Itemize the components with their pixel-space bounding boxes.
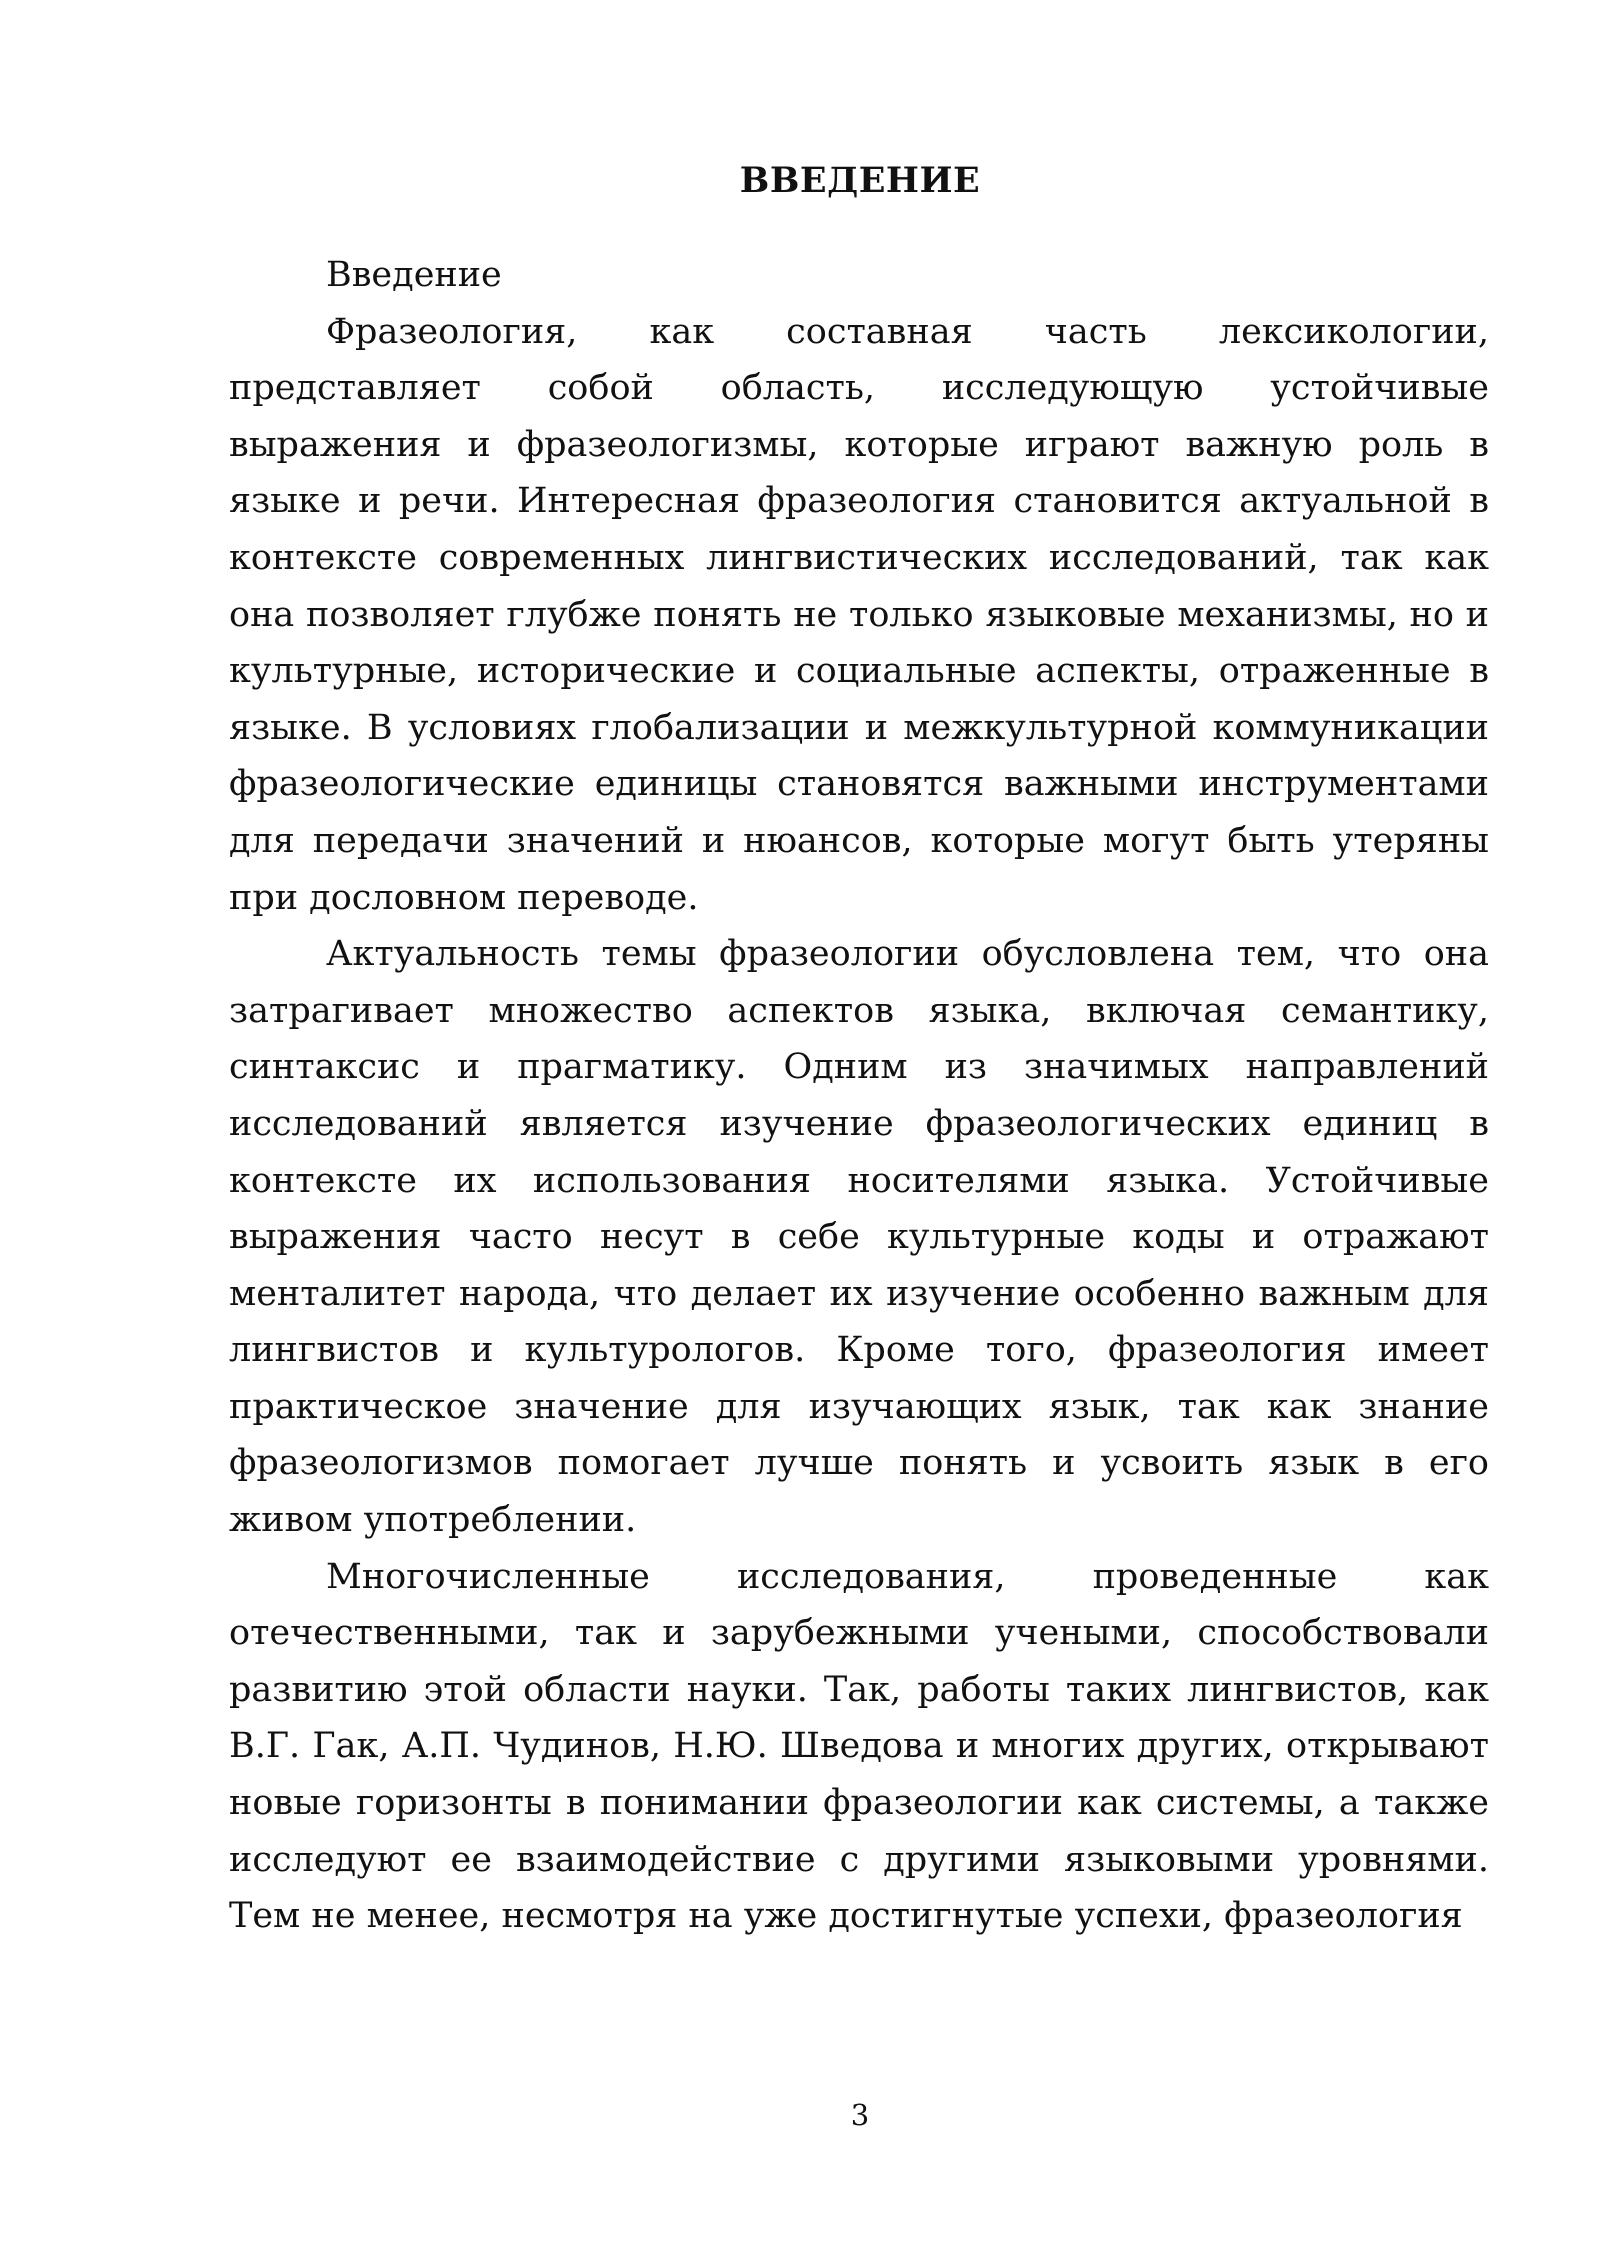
paragraph: Актуальность темы фразеологии обусловлена тем, что она затрагивает множество аспектов языка, включая семантику, синтаксис и прагматику. Одним из значимых направлений исследований является изучение фразеологических единиц в контексте их использования носителями языка. Устойчивые выражения часто несут в себе культурные коды и отражают менталитет народа, что делает их изучение особенно важным для лингвистов и культурологов. Кроме того, фразеология имеет практическое значение для изучающих язык, так как знание фразеологизмов помогает лучше понять и усвоить язык в его живом употреблении. <box>229 934 1489 1541</box>
body-text <box>229 247 1489 1945</box>
paragraph: Многочисленные исследования, проведенные как отечественными, так и зарубежными учеными, способствовали развитию этой области науки. Так, работы таких лингвистов, как В.Г. Гак, А.П. Чудинов, Н.Ю. Шведова и многих других, открывают новые горизонты в понимании фразеологии как системы, а также исследуют ее взаимодействие с другими языковыми уровнями. Тем не менее, несмотря на уже достигнутые успехи, фразеология <box>229 1556 1489 1937</box>
page-number: 3 <box>850 2098 870 2132</box>
section-heading: ВВЕДЕНИЕ <box>739 160 981 201</box>
paragraph: Введение <box>326 255 502 295</box>
paragraph: Фразеология, как составная часть лексикологии, представляет собой область, исследующую устойчивые выражения и фразеологизмы, которые играют важную роль в языке и речи. Интересная фразеология становится актуальной в контексте современных лингвистических исследований, так как она позволяет глубже понять не только языковые механизмы, но и культурные, исторические и социальные аспекты, отраженные в языке. В условиях глобализации и межкультурной коммуникации фразеологические единицы становятся важными инструментами для передачи значений и нюансов, которые могут быть утеряны при дословном переводе. <box>229 311 1489 918</box>
